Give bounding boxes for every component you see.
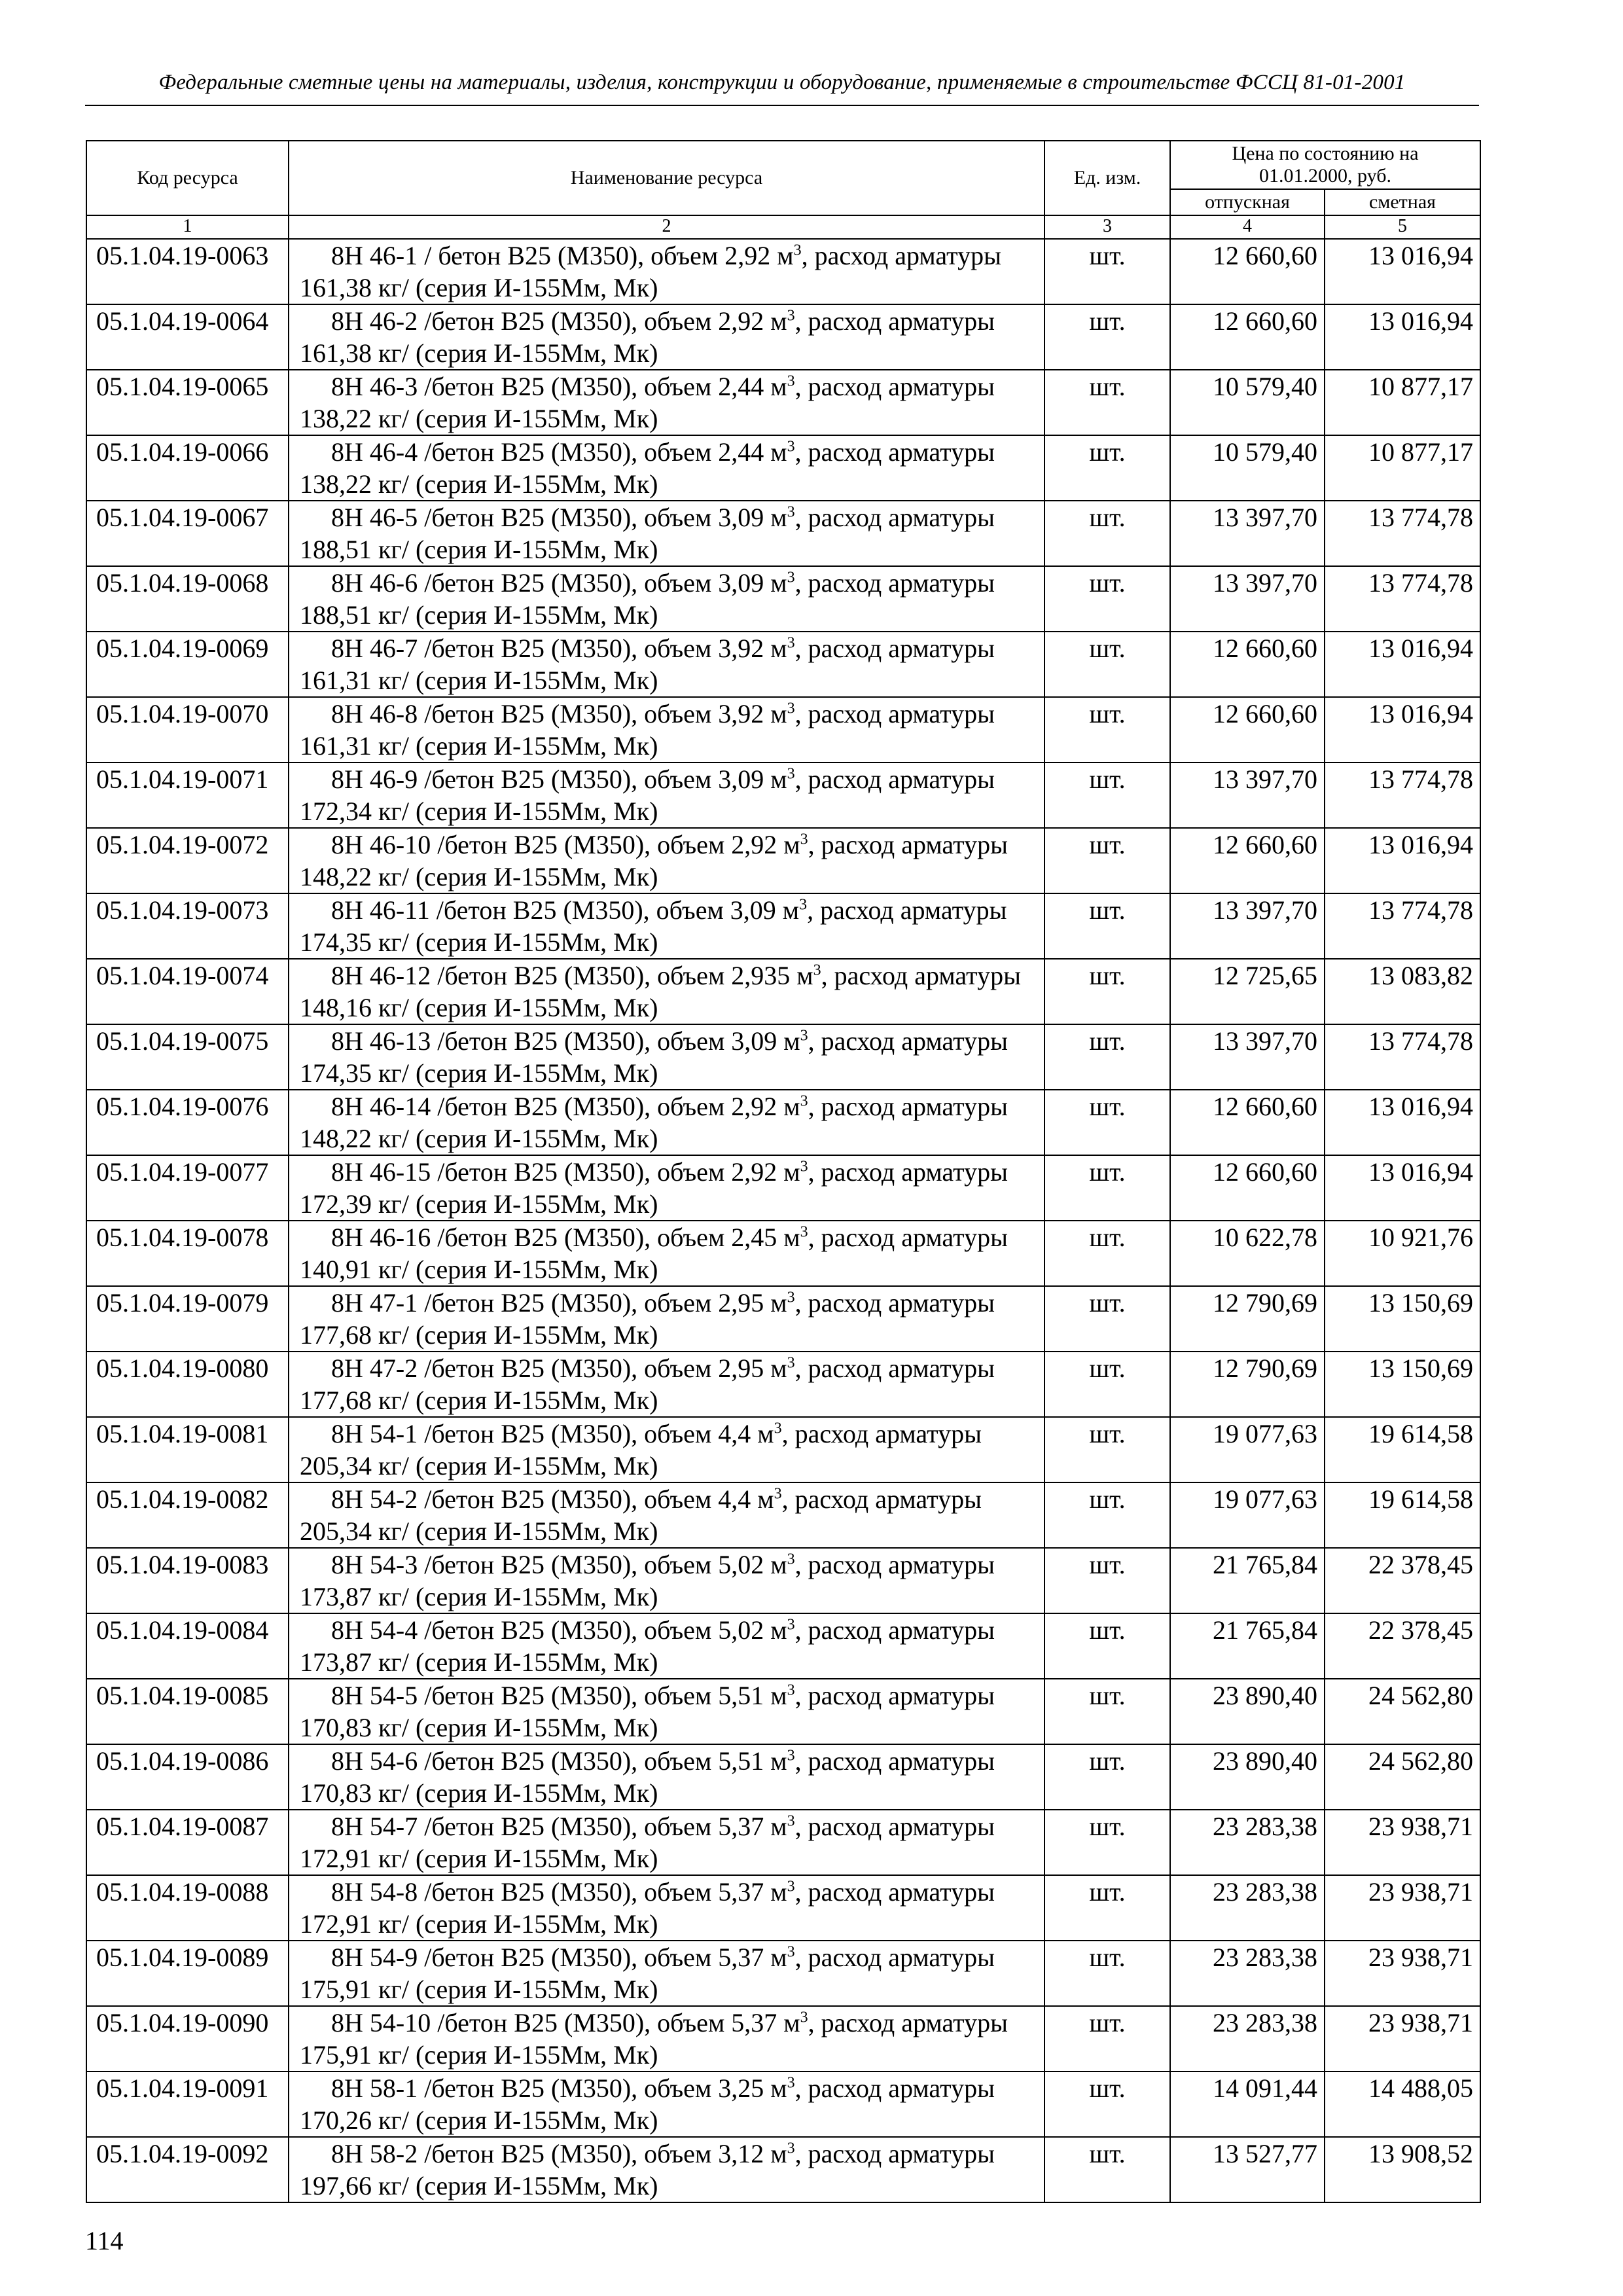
unit-cell: шт. <box>1044 632 1170 697</box>
resource-name <box>289 1352 1044 1417</box>
resource-name-part: 8Н 58-2 /бетон В25 (М350), объем 3,12 м <box>331 2139 787 2168</box>
resource-name-part: 8Н 54-6 /бетон В25 (М350), объем 5,51 м <box>331 1746 787 1776</box>
estimate-price-cell: 13 016,94 <box>1325 1090 1480 1155</box>
resource-name-part: , расход арматуры 170,83 кг/ (серия И-155Мм, Мк) <box>300 1746 995 1808</box>
superscript: 3 <box>793 242 802 259</box>
unit-cell: шт. <box>1044 304 1170 370</box>
superscript: 3 <box>787 1747 795 1765</box>
superscript: 3 <box>787 634 795 652</box>
release-price-cell: 13 397,70 <box>1170 1024 1325 1090</box>
resource-name <box>289 501 1044 566</box>
resource-code: 05.1.04.19-0066 <box>86 435 289 501</box>
unit-cell: шт. <box>1044 1482 1170 1548</box>
unit-cell: шт. <box>1044 501 1170 566</box>
superscript: 3 <box>787 2140 795 2157</box>
estimate-price-cell: 13 150,69 <box>1325 1286 1480 1352</box>
table-row <box>86 1875 1480 1941</box>
release-price-cell: 12 660,60 <box>1170 1155 1325 1221</box>
table-row <box>86 959 1480 1024</box>
estimate-price-cell: 13 016,94 <box>1325 828 1480 893</box>
table-row <box>86 893 1480 959</box>
resource-name-part: 8Н 46-2 /бетон В25 (М350), объем 2,92 м <box>331 306 787 336</box>
resource-code: 05.1.04.19-0082 <box>86 1482 289 1548</box>
release-price-cell: 12 790,69 <box>1170 1352 1325 1417</box>
resource-name-part: 8Н 54-9 /бетон В25 (М350), объем 5,37 м <box>331 1943 787 1972</box>
release-price-cell: 23 283,38 <box>1170 2006 1325 2072</box>
release-price-cell: 12 660,60 <box>1170 239 1325 304</box>
table-row <box>86 304 1480 370</box>
estimate-price-cell: 13 774,78 <box>1325 762 1480 828</box>
resource-name-part: , расход арматуры 161,38 кг/ (серия И-155Мм, Мк) <box>300 241 1001 302</box>
unit-cell: шт. <box>1044 435 1170 501</box>
superscript: 3 <box>774 1420 782 1437</box>
table-row <box>86 1613 1480 1679</box>
superscript: 3 <box>787 503 795 521</box>
column-number: 3 <box>1044 215 1170 239</box>
resource-code: 05.1.04.19-0072 <box>86 828 289 893</box>
resource-name-part: , расход арматуры 188,51 кг/ (серия И-155Мм, Мк) <box>300 503 995 564</box>
release-price-cell: 21 765,84 <box>1170 1548 1325 1613</box>
resource-code: 05.1.04.19-0077 <box>86 1155 289 1221</box>
resource-name-part: , расход арматуры 175,91 кг/ (серия И-155Мм, Мк) <box>300 1943 995 2004</box>
table-row <box>86 697 1480 762</box>
resource-name-part: 8Н 46-12 /бетон В25 (М350), объем 2,935 м <box>331 961 813 990</box>
resource-name-part: , расход арматуры 170,83 кг/ (серия И-155Мм, Мк) <box>300 1681 995 1742</box>
resource-name <box>289 2006 1044 2072</box>
resource-name-part: , расход арматуры 140,91 кг/ (серия И-155Мм, Мк) <box>300 1223 1008 1284</box>
resource-name-part: , расход арматуры 177,68 кг/ (серия И-155Мм, Мк) <box>300 1288 995 1350</box>
estimate-price-cell: 13 774,78 <box>1325 893 1480 959</box>
table-row <box>86 1090 1480 1155</box>
superscript: 3 <box>787 1616 795 1634</box>
release-price-cell: 23 890,40 <box>1170 1679 1325 1744</box>
resource-code: 05.1.04.19-0065 <box>86 370 289 435</box>
estimate-price-cell: 13 083,82 <box>1325 959 1480 1024</box>
superscript: 3 <box>800 1027 808 1045</box>
resource-name <box>289 1155 1044 1221</box>
superscript: 3 <box>800 831 808 848</box>
resource-code: 05.1.04.19-0087 <box>86 1810 289 1875</box>
release-price-cell: 23 283,38 <box>1170 1875 1325 1941</box>
resource-name-part: , расход арматуры 173,87 кг/ (серия И-155Мм, Мк) <box>300 1615 995 1677</box>
table-row <box>86 501 1480 566</box>
estimate-price-cell: 13 150,69 <box>1325 1352 1480 1417</box>
header-release-price: отпускная <box>1170 189 1325 215</box>
resource-name <box>289 370 1044 435</box>
estimate-price-cell: 10 877,17 <box>1325 435 1480 501</box>
resource-code: 05.1.04.19-0069 <box>86 632 289 697</box>
resource-code: 05.1.04.19-0071 <box>86 762 289 828</box>
release-price-cell: 19 077,63 <box>1170 1482 1325 1548</box>
resource-code: 05.1.04.19-0092 <box>86 2137 289 2202</box>
resource-name-part: 8Н 46-3 /бетон В25 (М350), объем 2,44 м <box>331 372 787 401</box>
resource-code: 05.1.04.19-0079 <box>86 1286 289 1352</box>
table-row <box>86 1810 1480 1875</box>
resource-name <box>289 1810 1044 1875</box>
superscript: 3 <box>800 1092 808 1110</box>
column-number: 2 <box>289 215 1044 239</box>
resource-name-part: 8Н 46-8 /бетон В25 (М350), объем 3,92 м <box>331 699 787 728</box>
resource-name <box>289 893 1044 959</box>
unit-cell: шт. <box>1044 1024 1170 1090</box>
unit-cell: шт. <box>1044 893 1170 959</box>
resource-name-part: 8Н 46-7 /бетон В25 (М350), объем 3,92 м <box>331 634 787 663</box>
resource-name <box>289 632 1044 697</box>
resource-name-part: , расход арматуры 172,39 кг/ (серия И-155Мм, Мк) <box>300 1157 1008 1219</box>
table-row <box>86 632 1480 697</box>
superscript: 3 <box>774 1485 782 1503</box>
superscript: 3 <box>813 961 821 979</box>
resource-code: 05.1.04.19-0067 <box>86 501 289 566</box>
column-number: 1 <box>86 215 289 239</box>
header-name: Наименование ресурса <box>289 141 1044 215</box>
estimate-price-cell: 13 016,94 <box>1325 239 1480 304</box>
resource-name <box>289 1024 1044 1090</box>
resource-name-part: 8Н 54-1 /бетон В25 (М350), объем 4,4 м <box>331 1419 774 1448</box>
resource-name-part: , расход арматуры 138,22 кг/ (серия И-155Мм, Мк) <box>300 372 995 433</box>
estimate-price-cell: 10 921,76 <box>1325 1221 1480 1286</box>
release-price-cell: 23 283,38 <box>1170 1941 1325 2006</box>
resource-name-part: 8Н 54-3 /бетон В25 (М350), объем 5,02 м <box>331 1550 787 1579</box>
superscript: 3 <box>787 1681 795 1699</box>
release-price-cell: 23 283,38 <box>1170 1810 1325 1875</box>
release-price-cell: 13 397,70 <box>1170 501 1325 566</box>
resource-name-part: 8Н 54-10 /бетон В25 (М350), объем 5,37 м <box>331 2008 800 2037</box>
release-price-cell: 14 091,44 <box>1170 2072 1325 2137</box>
estimate-price-cell: 23 938,71 <box>1325 1875 1480 1941</box>
table-row <box>86 1286 1480 1352</box>
release-price-cell: 13 397,70 <box>1170 762 1325 828</box>
table-row <box>86 1024 1480 1090</box>
unit-cell: шт. <box>1044 1155 1170 1221</box>
resource-code: 05.1.04.19-0068 <box>86 566 289 632</box>
superscript: 3 <box>787 2074 795 2092</box>
superscript: 3 <box>787 569 795 586</box>
resource-name <box>289 304 1044 370</box>
resource-name <box>289 697 1044 762</box>
release-price-cell: 23 890,40 <box>1170 1744 1325 1810</box>
header-code: Код ресурса <box>86 141 289 215</box>
resource-name-part: , расход арматуры 172,91 кг/ (серия И-155Мм, Мк) <box>300 1877 995 1939</box>
estimate-price-cell: 13 774,78 <box>1325 501 1480 566</box>
resource-name-part: 8Н 54-8 /бетон В25 (М350), объем 5,37 м <box>331 1877 787 1907</box>
estimate-price-cell: 10 877,17 <box>1325 370 1480 435</box>
superscript: 3 <box>787 1878 795 1895</box>
estimate-price-cell: 22 378,45 <box>1325 1548 1480 1613</box>
unit-cell: шт. <box>1044 828 1170 893</box>
table-row <box>86 1744 1480 1810</box>
superscript: 3 <box>787 1354 795 1372</box>
superscript: 3 <box>787 700 795 717</box>
resource-name-part: , расход арматуры 148,16 кг/ (серия И-155Мм, Мк) <box>300 961 1021 1022</box>
unit-cell: шт. <box>1044 1679 1170 1744</box>
release-price-cell: 12 660,60 <box>1170 828 1325 893</box>
release-price-cell: 12 725,65 <box>1170 959 1325 1024</box>
resource-name <box>289 566 1044 632</box>
resource-name-part: 8Н 46-10 /бетон В25 (М350), объем 2,92 м <box>331 830 800 859</box>
release-price-cell: 10 579,40 <box>1170 435 1325 501</box>
unit-cell: шт. <box>1044 1744 1170 1810</box>
resource-code: 05.1.04.19-0086 <box>86 1744 289 1810</box>
table-row <box>86 1482 1480 1548</box>
resource-name-part: , расход арматуры 161,31 кг/ (серия И-155Мм, Мк) <box>300 634 995 695</box>
unit-cell: шт. <box>1044 566 1170 632</box>
table-row <box>86 1417 1480 1482</box>
resource-name <box>289 435 1044 501</box>
resource-name-part: 8Н 46-4 /бетон В25 (М350), объем 2,44 м <box>331 437 787 467</box>
table-row <box>86 2072 1480 2137</box>
running-title: Федеральные сметные цены на материалы, изделия, конструкции и оборудование, применяемые в строительстве ФССЦ 81-01-2001 <box>158 71 1406 94</box>
resource-name <box>289 1482 1044 1548</box>
header-rule <box>85 105 1479 106</box>
estimate-price-cell: 24 562,80 <box>1325 1744 1480 1810</box>
resource-name-part: , расход арматуры 205,34 кг/ (серия И-155Мм, Мк) <box>300 1419 982 1480</box>
release-price-cell: 12 660,60 <box>1170 304 1325 370</box>
resource-name-part: , расход арматуры 161,31 кг/ (серия И-155Мм, Мк) <box>300 699 995 761</box>
resource-name-part: 8Н 46-15 /бетон В25 (М350), объем 2,92 м <box>331 1157 800 1187</box>
unit-cell: шт. <box>1044 1875 1170 1941</box>
resource-name-part: , расход арматуры 174,35 кг/ (серия И-155Мм, Мк) <box>300 895 1007 957</box>
column-number: 5 <box>1325 215 1480 239</box>
estimate-price-cell: 13 016,94 <box>1325 632 1480 697</box>
estimate-price-cell: 13 774,78 <box>1325 566 1480 632</box>
unit-cell: шт. <box>1044 1941 1170 2006</box>
unit-cell: шт. <box>1044 762 1170 828</box>
release-price-cell: 10 579,40 <box>1170 370 1325 435</box>
table-row <box>86 1221 1480 1286</box>
resource-code: 05.1.04.19-0091 <box>86 2072 289 2137</box>
resource-name-part: , расход арматуры 148,22 кг/ (серия И-155Мм, Мк) <box>300 1092 1008 1153</box>
column-number: 4 <box>1170 215 1325 239</box>
resource-name <box>289 2072 1044 2137</box>
resource-name-part: 8Н 46-9 /бетон В25 (М350), объем 3,09 м <box>331 764 787 794</box>
resource-code: 05.1.04.19-0088 <box>86 1875 289 1941</box>
resource-code: 05.1.04.19-0076 <box>86 1090 289 1155</box>
table-row <box>86 239 1480 304</box>
table-row <box>86 1679 1480 1744</box>
resource-name <box>289 1875 1044 1941</box>
price-table <box>86 140 1481 2203</box>
resource-name-part: , расход арматуры 177,68 кг/ (серия И-155Мм, Мк) <box>300 1354 995 1415</box>
release-price-cell: 13 397,70 <box>1170 893 1325 959</box>
estimate-price-cell: 14 488,05 <box>1325 2072 1480 2137</box>
estimate-price-cell: 13 016,94 <box>1325 1155 1480 1221</box>
resource-name-part: 8Н 46-6 /бетон В25 (М350), объем 3,09 м <box>331 568 787 598</box>
resource-name-part: , расход арматуры 161,38 кг/ (серия И-155Мм, Мк) <box>300 306 995 368</box>
page-number: 114 <box>85 2226 124 2255</box>
resource-code: 05.1.04.19-0078 <box>86 1221 289 1286</box>
estimate-price-cell: 23 938,71 <box>1325 1941 1480 2006</box>
unit-cell: шт. <box>1044 2072 1170 2137</box>
table-row <box>86 435 1480 501</box>
superscript: 3 <box>787 1551 795 1568</box>
resource-name-part: 8Н 46-11 /бетон В25 (М350), объем 3,09 м <box>331 895 800 925</box>
release-price-cell: 12 660,60 <box>1170 1090 1325 1155</box>
resource-code: 05.1.04.19-0075 <box>86 1024 289 1090</box>
resource-name-part: , расход арматуры 172,91 кг/ (серия И-155Мм, Мк) <box>300 1812 995 1873</box>
resource-code: 05.1.04.19-0074 <box>86 959 289 1024</box>
resource-name-part: 8Н 47-1 /бетон В25 (М350), объем 2,95 м <box>331 1288 787 1318</box>
resource-name <box>289 239 1044 304</box>
estimate-price-cell: 13 016,94 <box>1325 697 1480 762</box>
resource-name <box>289 1417 1044 1482</box>
resource-name <box>289 1744 1044 1810</box>
unit-cell: шт. <box>1044 1810 1170 1875</box>
resource-name-part: , расход арматуры 173,87 кг/ (серия И-155Мм, Мк) <box>300 1550 995 1611</box>
unit-cell: шт. <box>1044 2006 1170 2072</box>
resource-name-part: , расход арматуры 197,66 кг/ (серия И-155Мм, Мк) <box>300 2139 995 2200</box>
resource-name <box>289 762 1044 828</box>
resource-name <box>289 1221 1044 1286</box>
header-price: Цена по состоянию на 01.01.2000, руб. <box>1170 141 1480 189</box>
superscript: 3 <box>800 2009 808 2026</box>
superscript: 3 <box>787 765 795 783</box>
release-price-cell: 21 765,84 <box>1170 1613 1325 1679</box>
table-row <box>86 1352 1480 1417</box>
superscript: 3 <box>787 1289 795 1306</box>
superscript: 3 <box>787 1943 795 1961</box>
unit-cell: шт. <box>1044 1613 1170 1679</box>
resource-name <box>289 2137 1044 2202</box>
release-price-cell: 12 660,60 <box>1170 697 1325 762</box>
unit-cell: шт. <box>1044 1352 1170 1417</box>
table-row <box>86 828 1480 893</box>
resource-name-part: 8Н 54-5 /бетон В25 (М350), объем 5,51 м <box>331 1681 787 1710</box>
estimate-price-cell: 13 016,94 <box>1325 304 1480 370</box>
resource-name-part: , расход арматуры 205,34 кг/ (серия И-155Мм, Мк) <box>300 1484 982 1546</box>
resource-name-part: , расход арматуры 138,22 кг/ (серия И-155Мм, Мк) <box>300 437 995 499</box>
estimate-price-cell: 19 614,58 <box>1325 1482 1480 1548</box>
release-price-cell: 13 397,70 <box>1170 566 1325 632</box>
table-row <box>86 2137 1480 2202</box>
table-body <box>86 239 1480 2202</box>
superscript: 3 <box>787 1812 795 1830</box>
resource-code: 05.1.04.19-0063 <box>86 239 289 304</box>
resource-code: 05.1.04.19-0070 <box>86 697 289 762</box>
release-price-cell: 19 077,63 <box>1170 1417 1325 1482</box>
resource-code: 05.1.04.19-0085 <box>86 1679 289 1744</box>
superscript: 3 <box>800 1158 808 1175</box>
estimate-price-cell: 22 378,45 <box>1325 1613 1480 1679</box>
table-row <box>86 566 1480 632</box>
resource-name-part: 8Н 54-7 /бетон В25 (М350), объем 5,37 м <box>331 1812 787 1841</box>
unit-cell: шт. <box>1044 1090 1170 1155</box>
resource-name-part: , расход арматуры 175,91 кг/ (серия И-155Мм, Мк) <box>300 2008 1008 2070</box>
resource-name-part: , расход арматуры 170,26 кг/ (серия И-155Мм, Мк) <box>300 2073 995 2135</box>
release-price-cell: 12 790,69 <box>1170 1286 1325 1352</box>
resource-name <box>289 1613 1044 1679</box>
header-estimate-price: сметная <box>1325 189 1480 215</box>
resource-name-part: 8Н 47-2 /бетон В25 (М350), объем 2,95 м <box>331 1354 787 1383</box>
superscript: 3 <box>787 438 795 456</box>
superscript: 3 <box>799 896 808 914</box>
release-price-cell: 12 660,60 <box>1170 632 1325 697</box>
resource-name-part: 8Н 54-4 /бетон В25 (М350), объем 5,02 м <box>331 1615 787 1645</box>
resource-code: 05.1.04.19-0081 <box>86 1417 289 1482</box>
table-row <box>86 762 1480 828</box>
release-price-cell: 10 622,78 <box>1170 1221 1325 1286</box>
unit-cell: шт. <box>1044 370 1170 435</box>
resource-name <box>289 1941 1044 2006</box>
superscript: 3 <box>800 1223 808 1241</box>
resource-name <box>289 828 1044 893</box>
table-row <box>86 2006 1480 2072</box>
resource-name-part: , расход арматуры 148,22 кг/ (серия И-155Мм, Мк) <box>300 830 1008 891</box>
resource-name-part: , расход арматуры 172,34 кг/ (серия И-155Мм, Мк) <box>300 764 995 826</box>
estimate-price-cell: 13 774,78 <box>1325 1024 1480 1090</box>
resource-code: 05.1.04.19-0090 <box>86 2006 289 2072</box>
unit-cell: шт. <box>1044 697 1170 762</box>
resource-code: 05.1.04.19-0089 <box>86 1941 289 2006</box>
estimate-price-cell: 19 614,58 <box>1325 1417 1480 1482</box>
resource-name <box>289 959 1044 1024</box>
estimate-price-cell: 24 562,80 <box>1325 1679 1480 1744</box>
resource-name-part: 8Н 54-2 /бетон В25 (М350), объем 4,4 м <box>331 1484 774 1514</box>
estimate-price-cell: 13 908,52 <box>1325 2137 1480 2202</box>
unit-cell: шт. <box>1044 2137 1170 2202</box>
estimate-price-cell: 23 938,71 <box>1325 1810 1480 1875</box>
resource-code: 05.1.04.19-0080 <box>86 1352 289 1417</box>
resource-name-part: 8Н 46-13 /бетон В25 (М350), объем 3,09 м <box>331 1026 800 1056</box>
release-price-cell: 13 527,77 <box>1170 2137 1325 2202</box>
unit-cell: шт. <box>1044 1548 1170 1613</box>
unit-cell: шт. <box>1044 959 1170 1024</box>
resource-name <box>289 1286 1044 1352</box>
resource-name <box>289 1679 1044 1744</box>
resource-name-part: 8Н 46-1 / бетон В25 (М350), объем 2,92 м <box>331 241 794 270</box>
unit-cell: шт. <box>1044 1221 1170 1286</box>
resource-name-part: , расход арматуры 188,51 кг/ (серия И-155Мм, Мк) <box>300 568 995 630</box>
superscript: 3 <box>787 372 795 390</box>
table-row <box>86 1548 1480 1613</box>
table-row <box>86 1941 1480 2006</box>
header-unit: Ед. изм. <box>1044 141 1170 215</box>
superscript: 3 <box>787 307 795 325</box>
resource-name <box>289 1090 1044 1155</box>
unit-cell: шт. <box>1044 239 1170 304</box>
table-row <box>86 1155 1480 1221</box>
resource-code: 05.1.04.19-0083 <box>86 1548 289 1613</box>
resource-name-part: 8Н 46-16 /бетон В25 (М350), объем 2,45 м <box>331 1223 800 1252</box>
estimate-price-cell: 23 938,71 <box>1325 2006 1480 2072</box>
table-row <box>86 370 1480 435</box>
resource-name-part: 8Н 46-14 /бетон В25 (М350), объем 2,92 м <box>331 1092 800 1121</box>
resource-code: 05.1.04.19-0084 <box>86 1613 289 1679</box>
resource-code: 05.1.04.19-0064 <box>86 304 289 370</box>
resource-code: 05.1.04.19-0073 <box>86 893 289 959</box>
resource-name-part: , расход арматуры 174,35 кг/ (серия И-155Мм, Мк) <box>300 1026 1008 1088</box>
unit-cell: шт. <box>1044 1417 1170 1482</box>
resource-name <box>289 1548 1044 1613</box>
resource-name-part: 8Н 58-1 /бетон В25 (М350), объем 3,25 м <box>331 2073 787 2103</box>
unit-cell: шт. <box>1044 1286 1170 1352</box>
resource-name-part: 8Н 46-5 /бетон В25 (М350), объем 3,09 м <box>331 503 787 532</box>
